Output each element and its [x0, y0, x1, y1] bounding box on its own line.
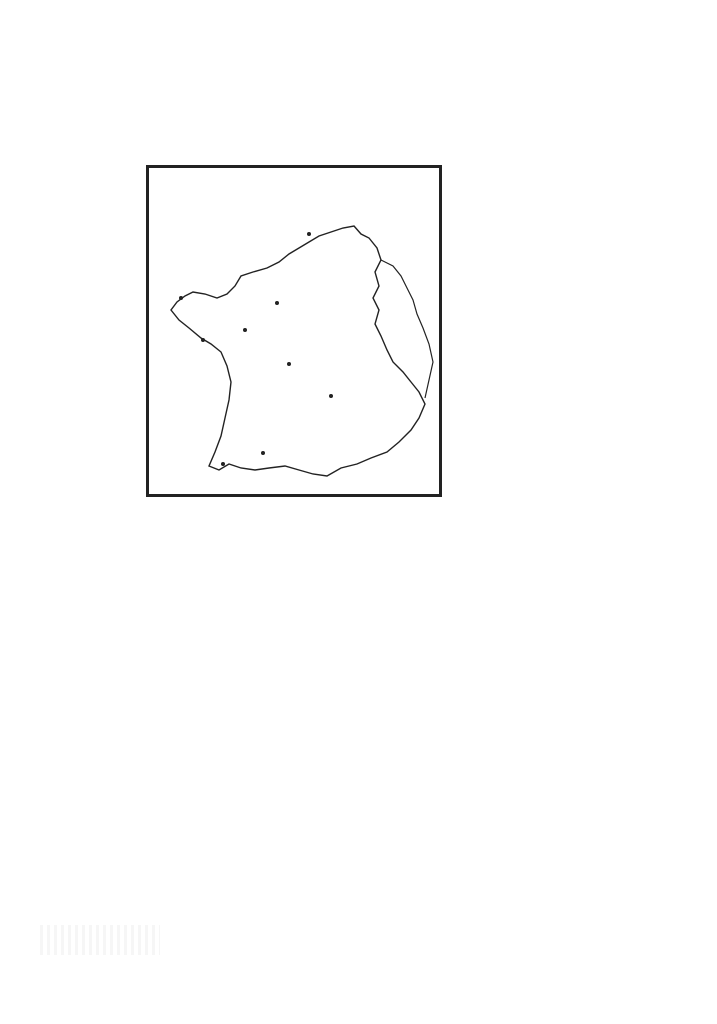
france-outline	[149, 168, 439, 494]
family-map	[146, 165, 442, 497]
scan-smudge	[40, 925, 160, 955]
